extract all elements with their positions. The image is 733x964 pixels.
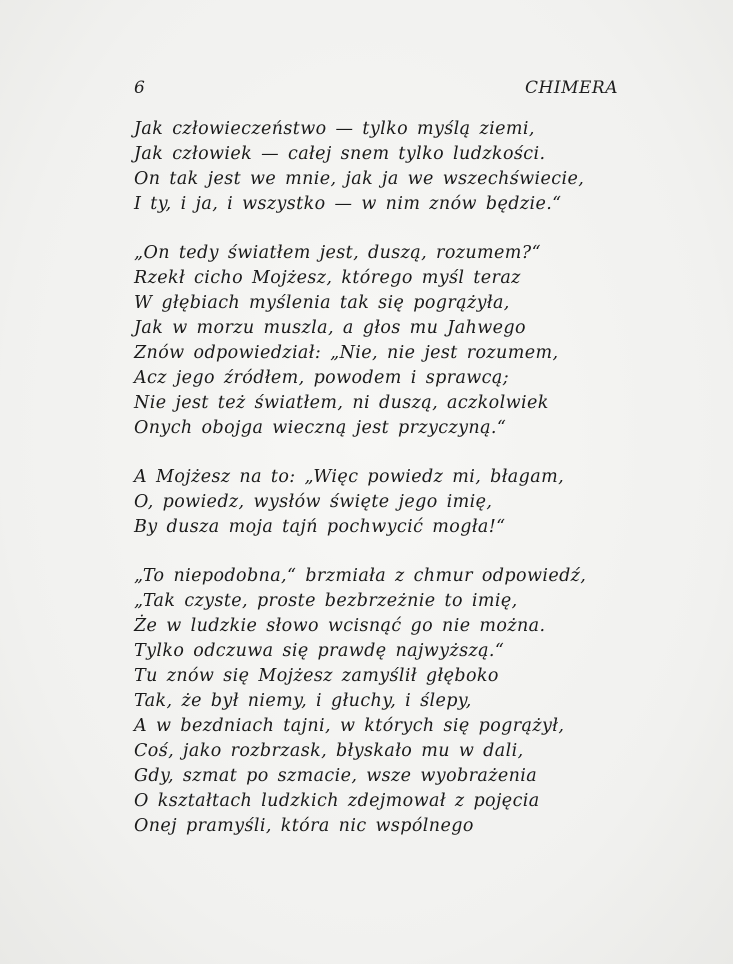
poem-line: Tak, że był niemy, i głuchy, i ślepy, [134, 691, 472, 711]
poem-line: Acz jego źródłem, powodem i sprawcą; [134, 368, 509, 388]
poem-line: „On tedy światłem jest, duszą, rozumem?“ [134, 243, 541, 263]
stanza-2 [134, 241, 614, 441]
poem-line: Tu znów się Mojżesz zamyślił głęboko [134, 666, 499, 686]
poem-line: On tak jest we mnie, jak ja we wszechświecie, [134, 169, 585, 189]
page-number: 6 [134, 78, 145, 98]
poem-line: A Mojżesz na to: „Więc powiedz mi, błagam, [134, 467, 565, 487]
stanza-1 [134, 117, 614, 217]
poem-line: Gdy, szmat po szmacie, wsze wyobrażenia [134, 766, 538, 786]
poem-line: A w bezdniach tajni, w których się pogrążył, [134, 716, 565, 736]
poem-line: Nie jest też światłem, ni duszą, aczkolwiek [134, 393, 549, 413]
stanza-4 [134, 564, 614, 839]
running-title: CHIMERA [525, 78, 618, 98]
poem-line: O, powiedz, wysłów święte jego imię, [134, 492, 493, 512]
poem-line: Jak człowieczeństwo — tylko myślą ziemi, [134, 119, 535, 139]
poem-line: Onej pramyśli, która nic wspólnego [134, 816, 474, 836]
poem-line: „To niepodobna,“ brzmiała z chmur odpowiedź, [134, 566, 587, 586]
poem-line: Jak człowiek — całej snem tylko ludzkości. [134, 144, 546, 164]
stanza-3 [134, 465, 614, 540]
poem-line: Jak w morzu muszla, a głos mu Jahwego [134, 318, 526, 338]
poem-line: Rzekł cicho Mojżesz, którego myśl teraz [134, 268, 521, 288]
poem-line: O kształtach ludzkich zdejmował z pojęcia [134, 791, 540, 811]
poem-line: I ty, i ja, i wszystko — w nim znów będzie.“ [134, 194, 562, 214]
poem-line: Onych obojga wieczną jest przyczyną.“ [134, 418, 507, 438]
poem-line: By dusza moja tajń pochwycić mogła!“ [134, 517, 506, 537]
poem-text [134, 117, 614, 863]
poem-line: W głębiach myślenia tak się pogrążyła, [134, 293, 510, 313]
poem-line: Tylko odczuwa się prawdę najwyższą.“ [134, 641, 505, 661]
poem-line: Coś, jako rozbrzask, błyskało mu w dali, [134, 741, 524, 761]
poem-line: Znów odpowiedział: „Nie, nie jest rozumem, [134, 343, 559, 363]
running-head [134, 78, 618, 104]
poem-line: Że w ludzkie słowo wcisnąć go nie można. [134, 616, 546, 636]
poem-line: „Tak czyste, proste bezbrzeżnie to imię, [134, 591, 518, 611]
